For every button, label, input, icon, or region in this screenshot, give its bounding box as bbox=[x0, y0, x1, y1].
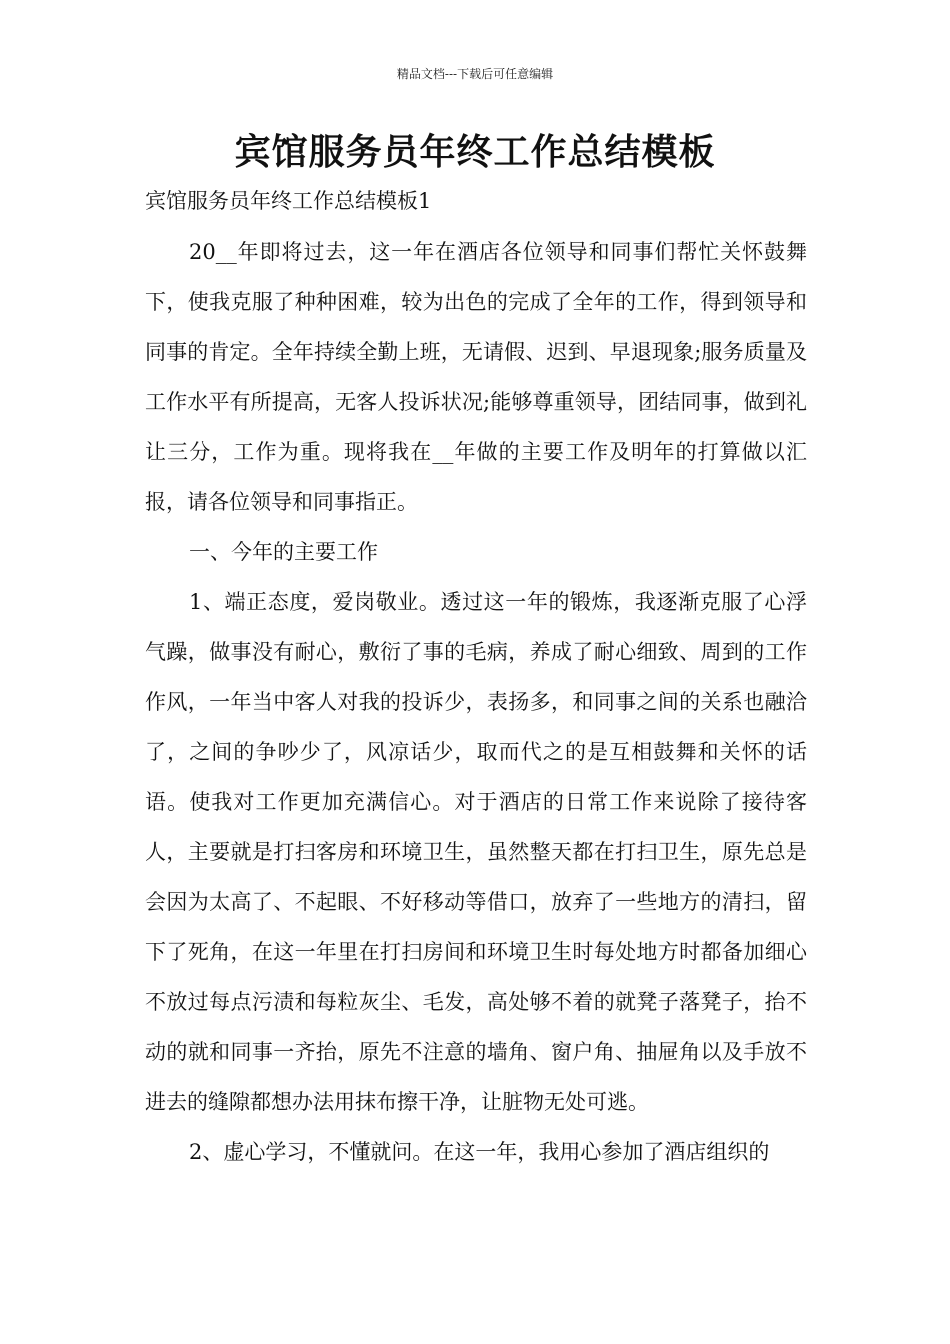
header-note: 精品文档---下载后可任意编辑 bbox=[396, 67, 554, 81]
document-subtitle: 宾馆服务员年终工作总结模板1 bbox=[145, 189, 432, 213]
section-heading: 一、今年的主要工作 bbox=[189, 540, 378, 564]
document-title: 宾馆服务员年终工作总结模板 bbox=[234, 131, 716, 173]
item-2-paragraph: 2、虚心学习，不懂就问。在这一年，我用心参加了酒店组织的 bbox=[189, 1140, 770, 1164]
document-body bbox=[145, 227, 807, 1177]
intro-paragraph: 20__年即将过去，这一年在酒店各位领导和同事们帮忙关怀鼓舞下，使我克服了种种困难，较为出色的完成了全年的工作，得到领导和同事的肯定。全年持续全勤上班，无请假、迟到、早退现象;服务质量及工作水平有所提高，无客人投诉状况;能够尊重领导，团结同事，做到礼让三分，工作为重。现将我在__年做的主要工作及明年的打算做以汇报，请各位领导和同事指正。 bbox=[145, 240, 807, 514]
item-1-paragraph: 1、端正态度，爱岗敬业。透过这一年的锻炼，我逐渐克服了心浮气躁，做事没有耐心，敷衍了事的毛病，养成了耐心细致、周到的工作作风，一年当中客人对我的投诉少，表扬多，和同事之间的关系也融洽了，之间的争吵少了，风凉话少，取而代之的是互相鼓舞和关怀的话语。使我对工作更加充满信心。对于酒店的日常工作来说除了接待客人，主要就是打扫客房和环境卫生，虽然整天都在打扫卫生，原先总是会因为太高了、不起眼、不好移动等借口，放弃了一些地方的清扫，留下了死角，在这一年里在打扫房间和环境卫生时每处地方时都备加细心不放过每点污渍和每粒灰尘、毛发，高处够不着的就凳子落凳子，抬不动的就和同事一齐抬，原先不注意的墙角、窗户角、抽屉角以及手放不进去的缝隙都想办法用抹布擦干净，让脏物无处可逃。 bbox=[145, 590, 807, 1114]
